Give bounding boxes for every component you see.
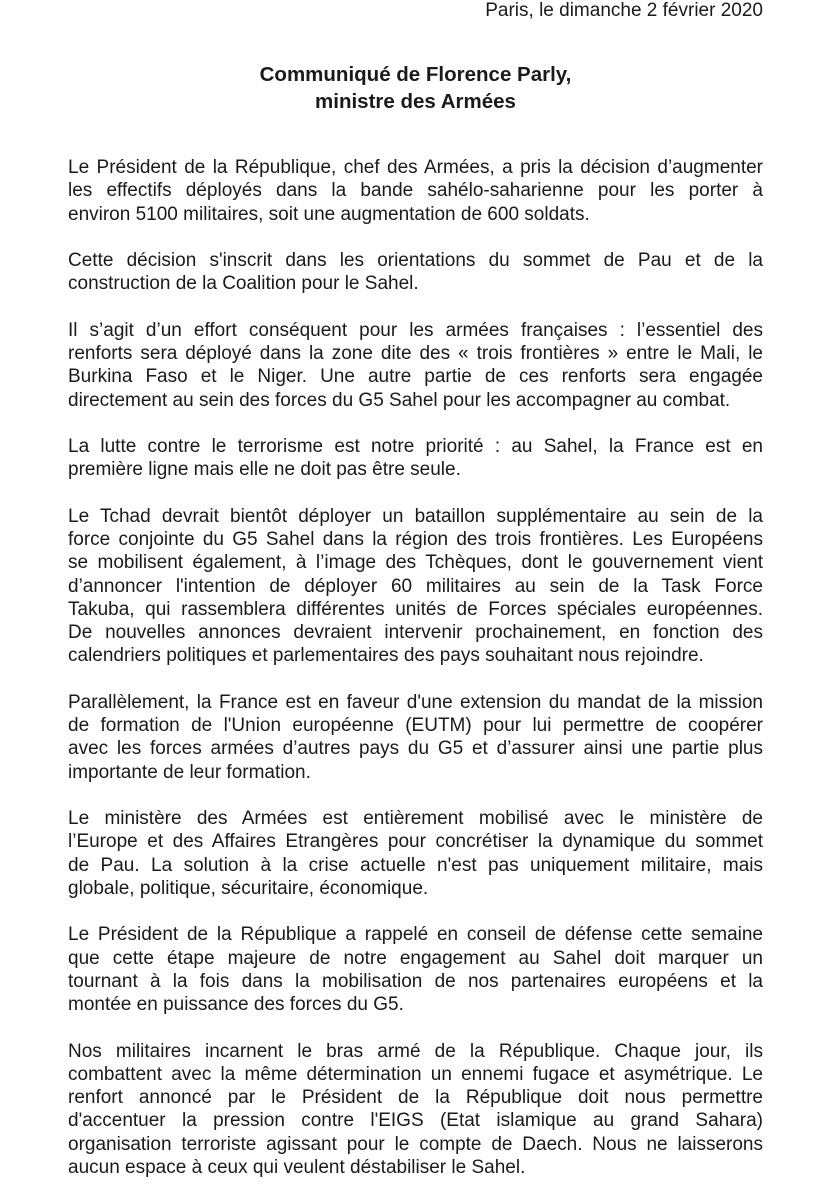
title-line-1: Communiqué de Florence Parly,	[259, 63, 572, 86]
paragraph-7	[68, 807, 763, 900]
text-line: directement au sein des forces du G5 Sahel pour les accompagner au combat.	[68, 389, 731, 411]
text-line: montée en puissance des forces du G5.	[68, 994, 404, 1015]
text-line: que cette étape majeure de notre engagement au Sahel doit marquer un	[68, 947, 763, 969]
text-line: renforts sera déployé dans la zone dite des « trois frontières » entre le Mali, le	[68, 343, 763, 364]
text-line: calendriers politiques et parlementaires des pays souhaitant nous rejoindre.	[68, 645, 704, 667]
text-line: de Pau. La solution à la crise actuelle n'est pas uniquement militaire, mais	[68, 854, 763, 876]
text-line: importante de leur formation.	[68, 761, 311, 783]
communique-title	[68, 61, 763, 115]
date-line: Paris, le dimanche 2 février 2020	[485, 0, 763, 21]
text-line: Il s’agit d’un effort conséquent pour les armées françaises : l’essentiel des	[68, 319, 763, 341]
text-line: Le Président de la République, chef des Armées, a pris la décision d’augmenter	[68, 157, 763, 178]
text-line: construction de la Coalition pour le Sahel.	[68, 273, 419, 295]
text-line: aucun espace à ceux qui veulent déstabiliser le Sahel.	[68, 1156, 526, 1178]
text-line: tournant à la fois dans la mobilisation de nos partenaires européens et la	[68, 970, 763, 992]
title-line-2: ministre des Armées	[315, 90, 516, 113]
paragraph-9	[68, 1040, 763, 1180]
text-line: l’Europe et des Affaires Etrangères pour concrétiser la dynamique du sommet	[68, 831, 763, 853]
text-line: avec les forces armées d’autres pays du G5 et d’assurer ainsi une partie plus	[68, 738, 763, 760]
text-line: d’annoncer l'intention de déployer 60 militaires au sein de la Task Force	[68, 575, 763, 597]
text-line: De nouvelles annonces devraient intervenir prochainement, en fonction des	[68, 622, 763, 643]
paragraph-3	[68, 319, 763, 412]
text-line: d'accentuer la pression contre l'EIGS (Etat islamique au grand Sahara)	[68, 1110, 763, 1132]
paragraph-5	[68, 505, 763, 668]
text-line: environ 5100 militaires, soit une augmentation de 600 soldats.	[68, 203, 590, 225]
text-line: de formation de l'Union européenne (EUTM) pour lui permettre de coopérer	[68, 715, 763, 736]
text-line: Le Président de la République a rappelé en conseil de défense cette semaine	[68, 924, 763, 946]
text-line: se mobilisent également, à l’image des Tchèques, dont le gouvernement vient	[68, 552, 763, 574]
paragraph-2	[68, 249, 763, 296]
text-line: Takuba, qui rassemblera différentes unités de Forces spéciales européennes.	[68, 598, 763, 620]
text-line: Nos militaires incarnent le bras armé de la République. Chaque jour, ils	[68, 1040, 763, 1062]
paragraph-4	[68, 435, 763, 482]
paragraph-1	[68, 156, 763, 226]
paragraph-6	[68, 691, 763, 784]
communique-body	[68, 156, 763, 1179]
paragraph-8	[68, 923, 763, 1016]
text-line: renfort annoncé par le Président de la République doit nous permettre	[68, 1087, 763, 1108]
text-line: La lutte contre le terrorisme est notre priorité : au Sahel, la France est en	[68, 436, 763, 457]
text-line: organisation terroriste agissant pour le compte de Daech. Nous ne laisserons	[68, 1133, 763, 1155]
text-line: Cette décision s'inscrit dans les orientations du sommet de Pau et de la	[68, 250, 763, 271]
text-line: globale, politique, sécuritaire, économique.	[68, 877, 429, 899]
text-line: combattent avec la même détermination un ennemi fugace et asymétrique. Le	[68, 1063, 763, 1085]
text-line: Burkina Faso et le Niger. Une autre partie de ces renforts sera engagée	[68, 366, 763, 388]
text-line: Parallèlement, la France est en faveur d'une extension du mandat de la mission	[68, 691, 763, 713]
text-line: force conjointe du G5 Sahel dans la région des trois frontières. Les Européens	[68, 529, 763, 550]
text-line: Le ministère des Armées est entièrement mobilisé avec le ministère de	[68, 808, 763, 829]
text-line: première ligne mais elle ne doit pas être seule.	[68, 459, 461, 481]
text-line: les effectifs déployés dans la bande sahélo-saharienne pour les porter à	[68, 180, 763, 202]
text-line: Le Tchad devrait bientôt déployer un bataillon supplémentaire au sein de la	[68, 505, 763, 527]
